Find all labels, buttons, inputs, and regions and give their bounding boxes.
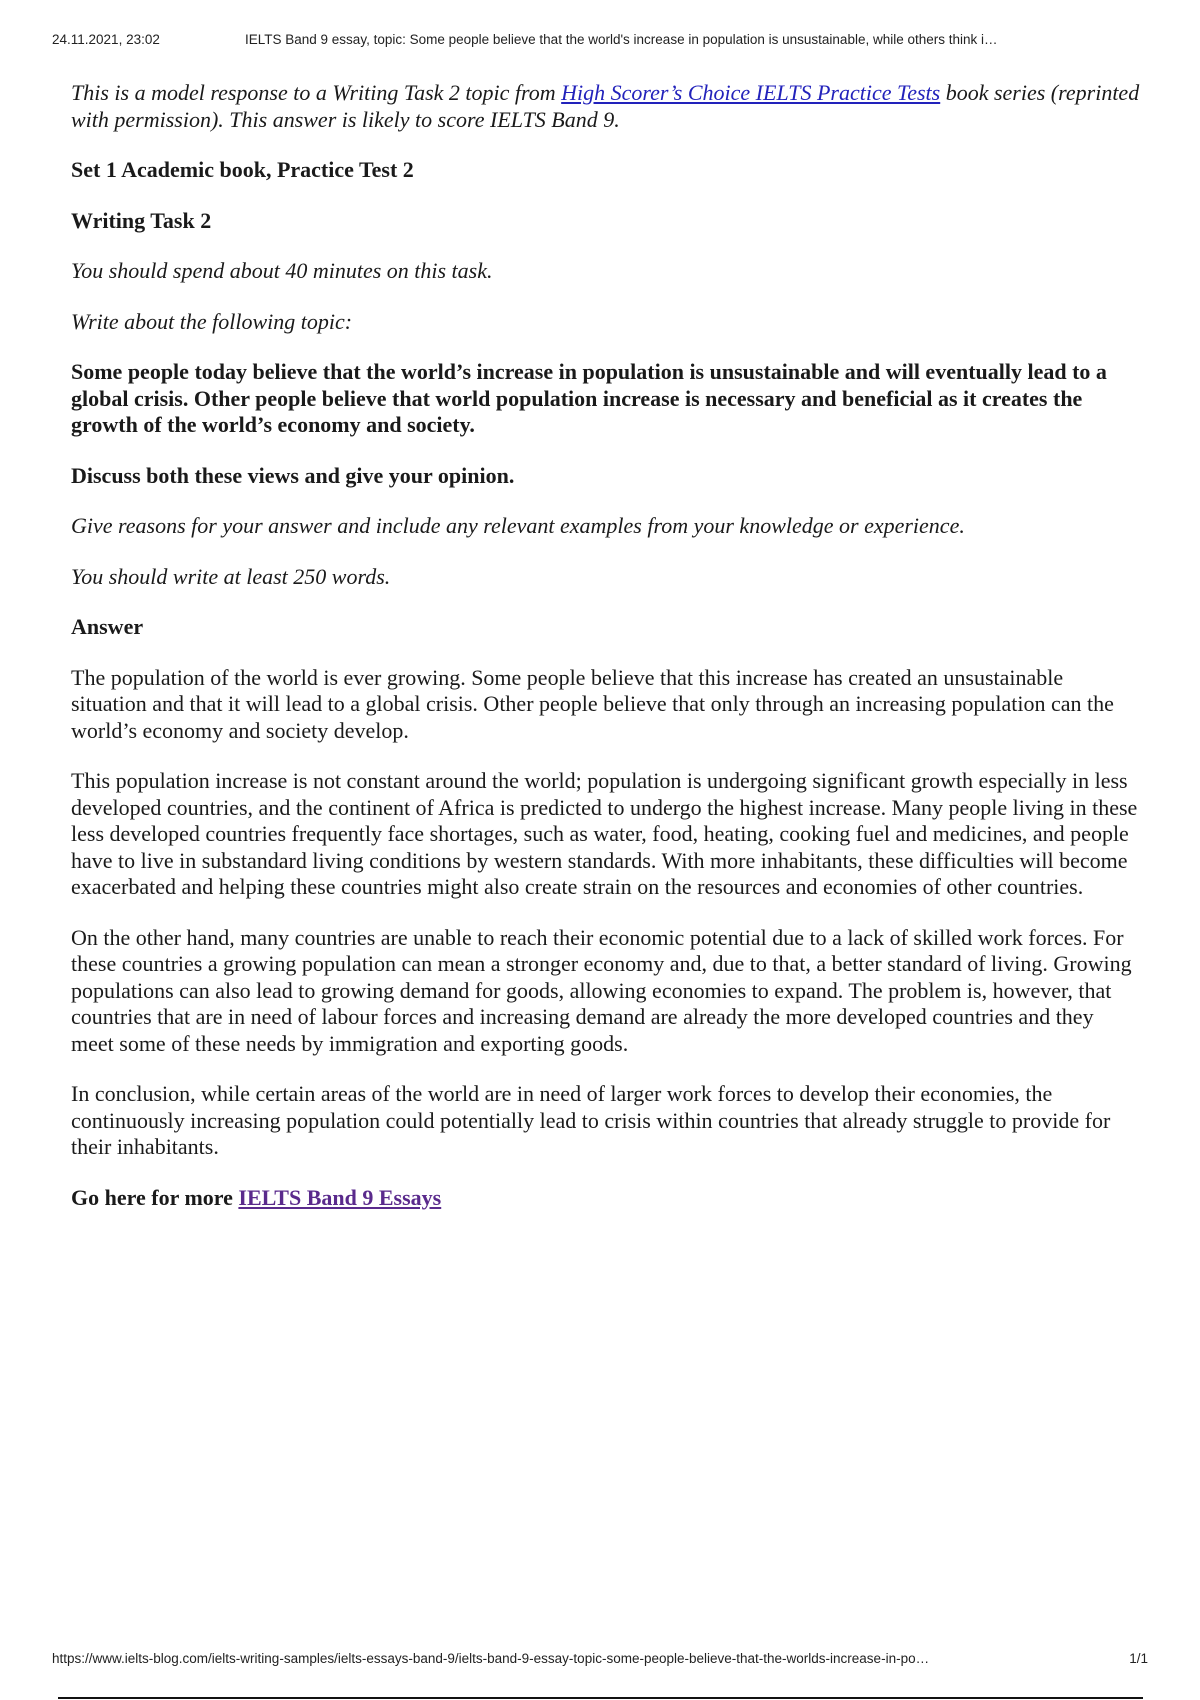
instruction-reasons: Give reasons for your answer and include any relevant examples from your knowledge or experience. bbox=[71, 513, 965, 538]
instruction-topic: Write about the following topic: bbox=[71, 308, 353, 334]
answer-paragraph: On the other hand, many countries are unable to reach their economic potential due to a lack of skilled work forces. For these countries a growing population can mean a stronger economy and, due to that, a better standard of living. Growing populations can also lead to growing demand for goods, allowing economies to expand. The problem is, however, that countries that are in need of labour forces and increasing demand are already the more developed countries and they meet some of these needs by immigration and exporting goods. bbox=[71, 924, 1132, 1056]
print-page-title: IELTS Band 9 essay, topic: Some people believe that the world's increase in population is unsustainable, while others think i… bbox=[245, 32, 998, 47]
set-heading: Set 1 Academic book, Practice Test 2 bbox=[71, 157, 414, 182]
more-prefix: Go here for more bbox=[71, 1184, 239, 1210]
answer-paragraph: The population of the world is ever growing. Some people believe that this increase has created an unsustainable situation and that it will lead to a global crisis. Other people believe that only through an increasing population can the world’s economy and society develop. bbox=[71, 664, 1114, 743]
task-heading: Writing Task 2 bbox=[71, 207, 212, 233]
print-date: 24.11.2021, 23:02 bbox=[52, 32, 160, 47]
intro-suffix: book series (reprinted with permission). This answer is likely to score IELTS Band 9. bbox=[71, 80, 1140, 132]
answer-heading: Answer bbox=[71, 614, 144, 639]
answer-paragraph: This population increase is not constant around the world; population is undergoing significant growth especially in less developed countries, and the continent of Africa is predicted to undergo the highest increase. Many people living in these less developed countries frequently face shortages, such as water, food, heating, cooking fuel and medicines, and people have to live in substandard living conditions by western standards. With more inhabitants, these difficulties will become exacerbated and helping these countries might also create strain on the resources and economies of other countries. bbox=[71, 768, 1138, 899]
band9-essays-link[interactable]: IELTS Band 9 Essays bbox=[238, 1184, 442, 1210]
print-url: https://www.ielts-blog.com/ielts-writing-samples/ielts-essays-band-9/ielts-band-9-essay-topic-some-people-believe-that-the-worlds-increase-in-po… bbox=[52, 1651, 930, 1666]
essay-topic: Some people today believe that the world’s increase in population is unsustainable and will eventually lead to a global crisis. Other people believe that world population increase is necessary and beneficial as it creates the growth of the world’s economy and society. bbox=[71, 359, 1107, 437]
page-number: 1/1 bbox=[1129, 1651, 1148, 1666]
intro-paragraph bbox=[71, 80, 1141, 133]
instruction-time: You should spend about 40 minutes on this task. bbox=[71, 258, 493, 283]
bottom-divider bbox=[58, 1697, 1143, 1699]
more-essays-line bbox=[71, 1185, 1141, 1212]
intro-prefix: This is a model response to a Writing Task 2 topic from bbox=[71, 80, 562, 105]
instruction-words: You should write at least 250 words. bbox=[71, 563, 391, 589]
practice-tests-link[interactable]: High Scorer’s Choice IELTS Practice Tests bbox=[561, 80, 941, 105]
article-content bbox=[71, 80, 1141, 1235]
answer-paragraph: In conclusion, while certain areas of the world are in need of larger work forces to develop their economies, the continuously increasing population could potentially lead to crisis within countries that already struggle to provide for their inhabitants. bbox=[71, 1081, 1111, 1159]
discuss-instruction: Discuss both these views and give your opinion. bbox=[71, 462, 515, 488]
